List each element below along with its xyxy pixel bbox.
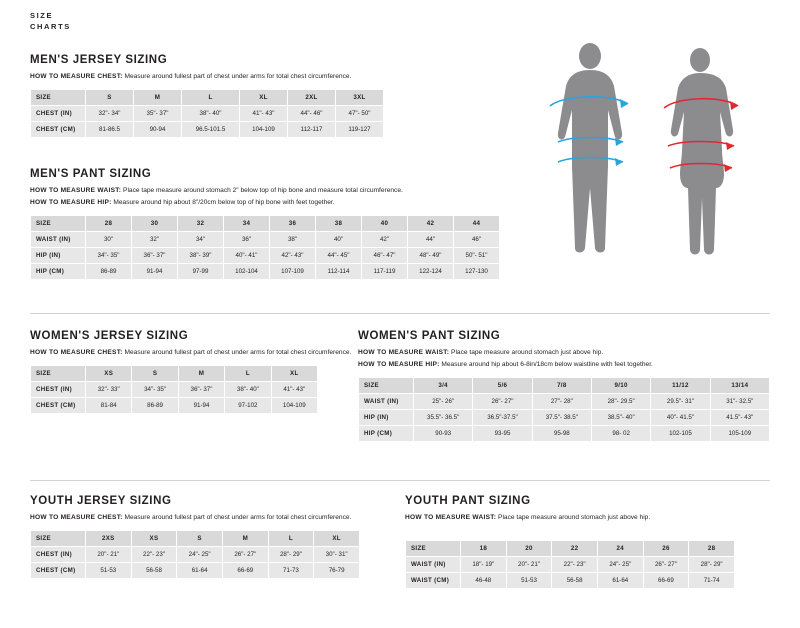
table-row-label: WAIST (IN) <box>31 232 86 248</box>
table-cell: 42" <box>362 232 408 248</box>
table-cell: 41"- 43" <box>271 382 317 398</box>
table-row-label: CHEST (CM) <box>31 398 86 414</box>
womens-pant-howto-waist <box>358 348 770 358</box>
table-header-cell: 13/14 <box>710 378 769 394</box>
section-divider-1 <box>30 313 770 314</box>
table-header-row <box>31 531 360 547</box>
table-cell: 36"- 37" <box>178 382 224 398</box>
table-cell: 28"- 29" <box>689 557 735 573</box>
table-cell: 105-109 <box>710 426 769 442</box>
table-header-cell: 40 <box>362 216 408 232</box>
table-cell: 20"- 21" <box>506 557 552 573</box>
youth-pant-table <box>405 540 735 589</box>
table-cell: 102-105 <box>651 426 710 442</box>
table-cell: 90-93 <box>414 426 473 442</box>
table-cell: 66-69 <box>222 563 268 579</box>
table-header-cell: 3XL <box>336 90 384 106</box>
table-cell: 28"- 29" <box>268 547 314 563</box>
table-header-cell: 34 <box>224 216 270 232</box>
table-header-cell: 26 <box>643 541 689 557</box>
table-cell: 40" <box>316 232 362 248</box>
table-header-row <box>406 541 735 557</box>
mens-pant-title: MEN'S PANT SIZING <box>30 168 152 180</box>
table-cell: 37.5"- 38.5" <box>532 410 591 426</box>
mens-jersey-howto-chest-text: Measure around fullest part of chest under arms for total chest circumference. <box>122 73 352 80</box>
table-cell: 98- 02 <box>591 426 650 442</box>
mens-pant-howto-waist-label: HOW TO MEASURE WAIST: <box>30 187 122 194</box>
table-cell: 51-53 <box>506 573 552 589</box>
table-cell: 46"- 47" <box>362 248 408 264</box>
table-cell: 36" <box>224 232 270 248</box>
table-header-cell: S <box>86 90 134 106</box>
table-header-cell: XL <box>314 531 360 547</box>
table-header-cell: 42 <box>408 216 454 232</box>
section-mens-pant-sizing <box>30 168 530 280</box>
table-cell: 18"- 19" <box>461 557 507 573</box>
youth-pant-howto-waist-text: Place tape measure around stomach just above hip. <box>496 514 651 521</box>
table-row <box>31 248 500 264</box>
table-row-label: CHEST (IN) <box>31 547 86 563</box>
table-cell: 24"- 25" <box>177 547 223 563</box>
male-body-diagram <box>558 43 622 253</box>
womens-pant-howto-hip-label: HOW TO MEASURE HIP: <box>358 361 440 368</box>
table-row <box>31 122 384 138</box>
table-header-cell: SIZE <box>359 378 414 394</box>
womens-jersey-table <box>30 365 318 414</box>
table-header-cell: M <box>178 366 224 382</box>
table-cell: 30" <box>86 232 132 248</box>
table-cell: 20"- 21" <box>86 547 132 563</box>
table-cell: 71-74 <box>689 573 735 589</box>
table-cell: 127-130 <box>454 264 500 280</box>
section-divider-2 <box>30 480 770 481</box>
table-row-label: CHEST (CM) <box>31 122 86 138</box>
table-row-label: WAIST (CM) <box>406 573 461 589</box>
table-cell: 71-73 <box>268 563 314 579</box>
table-header-cell: 18 <box>461 541 507 557</box>
table-header-cell: SIZE <box>31 366 86 382</box>
table-header-row <box>31 216 500 232</box>
mens-pant-table <box>30 215 500 280</box>
table-header-cell: 36 <box>270 216 316 232</box>
mens-pant-howto-waist-text: Place tape measure around stomach 2" below top of hip bone and measure total circumference. <box>121 187 403 194</box>
table-row <box>359 394 770 410</box>
womens-jersey-title: WOMEN'S JERSEY SIZING <box>30 330 189 342</box>
mens-jersey-title: MEN'S JERSEY SIZING <box>30 54 168 66</box>
table-cell: 34"- 35" <box>86 248 132 264</box>
table-row <box>359 426 770 442</box>
table-cell: 104-109 <box>240 122 288 138</box>
youth-pant-howto-waist <box>405 513 770 523</box>
table-cell: 26"- 27" <box>643 557 689 573</box>
table-cell: 61-64 <box>597 573 643 589</box>
table-row <box>31 106 384 122</box>
table-cell: 81-86.5 <box>86 122 134 138</box>
table-header-cell: S <box>132 366 178 382</box>
section-youth-jersey-sizing <box>30 495 390 579</box>
table-cell: 22"- 23" <box>552 557 598 573</box>
table-header-cell: XS <box>86 366 132 382</box>
table-header-cell: 28 <box>689 541 735 557</box>
womens-jersey-howto-chest-label: HOW TO MEASURE CHEST: <box>30 349 123 356</box>
table-row <box>31 563 360 579</box>
table-cell: 66-69 <box>643 573 689 589</box>
table-cell: 91-94 <box>132 264 178 280</box>
table-header-cell: SIZE <box>31 216 86 232</box>
page-title <box>30 10 770 32</box>
table-header-cell: XL <box>240 90 288 106</box>
table-cell: 56-58 <box>552 573 598 589</box>
table-cell: 107-109 <box>270 264 316 280</box>
youth-jersey-title: YOUTH JERSEY SIZING <box>30 495 172 507</box>
youth-pant-howto-waist-label: HOW TO MEASURE WAIST: <box>405 514 497 521</box>
table-header-cell: 20 <box>506 541 552 557</box>
table-cell: 26"- 27" <box>473 394 532 410</box>
table-header-cell: 32 <box>178 216 224 232</box>
table-cell: 122-124 <box>408 264 454 280</box>
table-row <box>31 547 360 563</box>
table-cell: 36.5"-37.5" <box>473 410 532 426</box>
table-cell: 32" <box>132 232 178 248</box>
table-header-cell: 38 <box>316 216 362 232</box>
table-cell: 50"- 51" <box>454 248 500 264</box>
table-header-cell: 2XL <box>288 90 336 106</box>
table-header-row <box>31 90 384 106</box>
table-header-cell: XS <box>131 531 177 547</box>
table-cell: 35"- 37" <box>134 106 182 122</box>
table-header-cell: 7/8 <box>532 378 591 394</box>
mens-jersey-howto-chest-label: HOW TO MEASURE CHEST: <box>30 73 123 80</box>
womens-pant-table <box>358 377 770 442</box>
table-cell: 90-94 <box>134 122 182 138</box>
table-header-cell: S <box>177 531 223 547</box>
table-cell: 27"- 28" <box>532 394 591 410</box>
body-measurement-diagrams <box>528 38 778 298</box>
table-cell: 93-95 <box>473 426 532 442</box>
youth-jersey-table <box>30 530 360 579</box>
womens-jersey-howto-chest-text: Measure around fullest part of chest under arms for total chest circumference. <box>122 349 352 356</box>
table-row-label: HIP (CM) <box>359 426 414 442</box>
womens-pant-title: WOMEN'S PANT SIZING <box>358 330 501 342</box>
table-row <box>31 264 500 280</box>
youth-jersey-howto-chest-label: HOW TO MEASURE CHEST: <box>30 514 123 521</box>
table-header-cell: 2XS <box>86 531 132 547</box>
table-header-row <box>31 366 318 382</box>
youth-jersey-howto-chest-text: Measure around fullest part of chest under arms for total chest circumference. <box>122 514 352 521</box>
womens-pant-howto-hip-text: Measure around hip about 6-8in/18cm below waistline with feet together. <box>439 361 653 368</box>
table-row-label: WAIST (IN) <box>406 557 461 573</box>
table-header-cell: 44 <box>454 216 500 232</box>
mens-jersey-howto-chest <box>30 72 530 82</box>
table-header-cell: M <box>134 90 182 106</box>
section-youth-pant-sizing <box>405 495 770 589</box>
table-cell: 22"- 23" <box>131 547 177 563</box>
table-cell: 104-109 <box>271 398 317 414</box>
table-cell: 34"- 35" <box>132 382 178 398</box>
table-header-cell: L <box>268 531 314 547</box>
table-row <box>31 232 500 248</box>
table-cell: 97-102 <box>225 398 271 414</box>
measurement-diagram-svg <box>528 38 778 298</box>
table-cell: 44"- 46" <box>288 106 336 122</box>
youth-pant-title: YOUTH PANT SIZING <box>405 495 531 507</box>
table-cell: 117-119 <box>362 264 408 280</box>
table-row-label: HIP (IN) <box>359 410 414 426</box>
table-header-cell: 11/12 <box>651 378 710 394</box>
table-cell: 46" <box>454 232 500 248</box>
womens-pant-howto-waist-label: HOW TO MEASURE WAIST: <box>358 349 450 356</box>
table-header-cell: 22 <box>552 541 598 557</box>
table-cell: 38.5"- 40" <box>591 410 650 426</box>
female-body-diagram <box>671 48 733 255</box>
table-cell: 38" <box>270 232 316 248</box>
table-header-cell: 9/10 <box>591 378 650 394</box>
womens-pant-howto-hip <box>358 360 770 370</box>
table-header-cell: SIZE <box>406 541 461 557</box>
table-cell: 96.5-101.5 <box>182 122 240 138</box>
womens-pant-howto-waist-text: Place tape measure around stomach just above hip. <box>449 349 604 356</box>
table-cell: 32"- 33" <box>86 382 132 398</box>
page-title-line1: SIZE <box>30 11 54 20</box>
table-row <box>406 573 735 589</box>
table-header-cell: 3/4 <box>414 378 473 394</box>
table-cell: 97-99 <box>178 264 224 280</box>
table-cell: 102-104 <box>224 264 270 280</box>
table-cell: 24"- 25" <box>597 557 643 573</box>
table-header-cell: XL <box>271 366 317 382</box>
table-cell: 26"- 27" <box>222 547 268 563</box>
table-row <box>31 398 318 414</box>
table-cell: 81-84 <box>86 398 132 414</box>
table-cell: 41.5"- 43" <box>710 410 769 426</box>
table-cell: 47"- 50" <box>336 106 384 122</box>
table-cell: 40"- 41" <box>224 248 270 264</box>
table-row-label: HIP (CM) <box>31 264 86 280</box>
page-title-line2: CHARTS <box>30 22 71 31</box>
table-cell: 35.5"- 36.5" <box>414 410 473 426</box>
table-cell: 44" <box>408 232 454 248</box>
table-row-label: CHEST (IN) <box>31 382 86 398</box>
table-header-cell: 28 <box>86 216 132 232</box>
table-row-label: HIP (IN) <box>31 248 86 264</box>
table-cell: 30"- 31" <box>314 547 360 563</box>
table-row-label: WAIST (IN) <box>359 394 414 410</box>
table-header-cell: 24 <box>597 541 643 557</box>
table-cell: 56-58 <box>131 563 177 579</box>
table-cell: 38"- 40" <box>225 382 271 398</box>
table-cell: 86-89 <box>132 398 178 414</box>
mens-jersey-table <box>30 89 384 138</box>
table-row <box>406 557 735 573</box>
section-womens-jersey-sizing <box>30 330 360 414</box>
table-cell: 31"- 32.5" <box>710 394 769 410</box>
table-cell: 112-114 <box>316 264 362 280</box>
table-cell: 25"- 26" <box>414 394 473 410</box>
table-header-cell: 30 <box>132 216 178 232</box>
table-cell: 34" <box>178 232 224 248</box>
mens-pant-howto-hip-label: HOW TO MEASURE HIP: <box>30 199 112 206</box>
table-header-cell: L <box>225 366 271 382</box>
size-charts-page <box>0 10 800 628</box>
table-cell: 38"- 39" <box>178 248 224 264</box>
table-cell: 91-94 <box>178 398 224 414</box>
table-cell: 38"- 40" <box>182 106 240 122</box>
table-cell: 61-64 <box>177 563 223 579</box>
table-row-label: CHEST (IN) <box>31 106 86 122</box>
table-cell: 46-48 <box>461 573 507 589</box>
table-header-row <box>359 378 770 394</box>
table-row <box>31 382 318 398</box>
table-cell: 112-117 <box>288 122 336 138</box>
table-cell: 32"- 34" <box>86 106 134 122</box>
table-header-cell: SIZE <box>31 531 86 547</box>
table-row-label: CHEST (CM) <box>31 563 86 579</box>
womens-jersey-howto-chest <box>30 348 360 358</box>
mens-pant-howto-waist <box>30 186 530 196</box>
table-cell: 44"- 45" <box>316 248 362 264</box>
section-womens-pant-sizing <box>358 330 770 442</box>
table-cell: 48"- 49" <box>408 248 454 264</box>
table-header-cell: SIZE <box>31 90 86 106</box>
table-cell: 119-127 <box>336 122 384 138</box>
table-cell: 36"- 37" <box>132 248 178 264</box>
table-cell: 42"- 43" <box>270 248 316 264</box>
table-cell: 76-79 <box>314 563 360 579</box>
table-cell: 40"- 41.5" <box>651 410 710 426</box>
table-cell: 86-89 <box>86 264 132 280</box>
mens-pant-howto-hip <box>30 198 530 208</box>
table-header-cell: 5/6 <box>473 378 532 394</box>
table-row <box>359 410 770 426</box>
table-cell: 51-53 <box>86 563 132 579</box>
table-header-cell: L <box>182 90 240 106</box>
table-header-cell: M <box>222 531 268 547</box>
table-cell: 28"- 29.5" <box>591 394 650 410</box>
section-mens-jersey-sizing <box>30 54 530 138</box>
table-cell: 29.5"- 31" <box>651 394 710 410</box>
youth-jersey-howto-chest <box>30 513 390 523</box>
table-cell: 41"- 43" <box>240 106 288 122</box>
table-cell: 95-98 <box>532 426 591 442</box>
mens-pant-howto-hip-text: Measure around hip about 8"/20cm below top of hip bone with feet together. <box>111 199 335 206</box>
